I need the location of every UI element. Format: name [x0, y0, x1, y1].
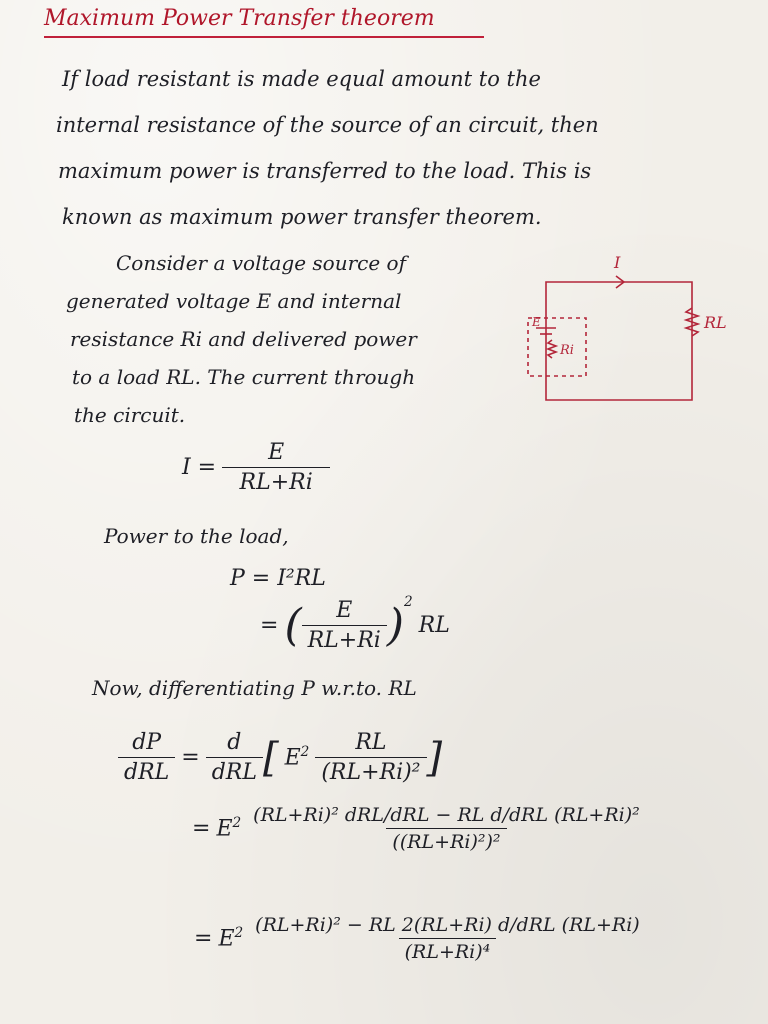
equals-sign: =: [192, 816, 211, 841]
consider-line: resistance Ri and delivered power: [70, 327, 417, 351]
fraction-numerator: E: [336, 598, 353, 623]
equals-sign: =: [194, 926, 213, 951]
right-bracket: ]: [426, 734, 443, 781]
circuit-wire: [546, 282, 692, 400]
intro-line: internal resistance of the source of an circuit, then: [56, 113, 599, 137]
power-fraction: [302, 598, 387, 653]
quotient-equation: [186, 804, 646, 853]
source-label: E: [532, 315, 541, 329]
current-equation: [176, 440, 330, 495]
circuit-diagram: [516, 248, 746, 408]
consider-line: the circuit.: [74, 403, 186, 427]
dp-fraction: [118, 730, 175, 785]
internal-resistor: [548, 340, 556, 358]
operator-fraction: [206, 730, 263, 785]
fraction-denominator: dRL: [118, 757, 175, 785]
fraction-denominator: dRL: [206, 757, 263, 785]
final-fraction: [249, 914, 646, 963]
power-equation-line2: [254, 594, 450, 653]
fraction-denominator: (RL+Ri)⁴: [399, 938, 497, 963]
page-title: Maximum Power Transfer theorem: [44, 6, 435, 31]
fraction-numerator: d: [227, 730, 242, 755]
intro-line: known as maximum power transfer theorem.: [62, 205, 542, 229]
left-bracket: [: [262, 734, 279, 781]
intro-line: maximum power is transferred to the load. This is: [58, 159, 592, 183]
e-squared: $E^2$: [218, 925, 244, 952]
power-suffix: RL: [418, 613, 450, 638]
internal-label: Ri: [560, 343, 574, 358]
equation-lhs: I =: [182, 455, 217, 480]
consider-line: Consider a voltage source of: [116, 251, 406, 275]
fraction-numerator: dP: [132, 730, 162, 755]
final-equation: [188, 914, 646, 963]
quotient-fraction: [247, 804, 646, 853]
fraction-numerator: (RL+Ri)² dRL/dRL − RL d/dRL (RL+Ri)²: [253, 804, 640, 826]
current-fraction: [222, 440, 330, 495]
fraction-denominator: RL+Ri: [222, 467, 330, 495]
derivative-equation: [118, 730, 442, 785]
consider-line: to a load RL. The current through: [72, 365, 416, 389]
equals-sign: =: [260, 613, 279, 638]
inner-fraction: [315, 730, 426, 785]
equals-sign: =: [181, 745, 200, 770]
intro-line: If load resistant is made equal amount to the: [62, 67, 541, 91]
load-label: RL: [704, 313, 727, 332]
consider-line: generated voltage E and internal: [66, 289, 402, 313]
fraction-denominator: (RL+Ri)²: [315, 757, 426, 785]
current-label: I: [614, 253, 621, 272]
left-paren: (: [284, 599, 302, 651]
consider-paragraph: [66, 244, 536, 434]
power-equation-line1: P = I²RL: [230, 566, 326, 591]
title-underline: [44, 36, 484, 38]
intro-paragraph: [56, 56, 752, 240]
power-label: Power to the load,: [104, 524, 289, 548]
fraction-numerator: E: [268, 440, 285, 465]
fraction-denominator: RL+Ri: [302, 625, 387, 653]
fraction-numerator: (RL+Ri)² − RL 2(RL+Ri) d/dRL (RL+Ri): [255, 914, 640, 936]
fraction-denominator: ((RL+Ri)²)²: [386, 828, 506, 853]
square-exponent: 2: [404, 594, 413, 610]
right-paren: ): [386, 599, 404, 651]
fraction-numerator: RL: [355, 730, 387, 755]
e-squared: $E^2$: [284, 744, 310, 771]
e-squared: $E^2$: [216, 815, 242, 842]
now-label: Now, differentiating P w.r.to. RL: [92, 676, 417, 700]
